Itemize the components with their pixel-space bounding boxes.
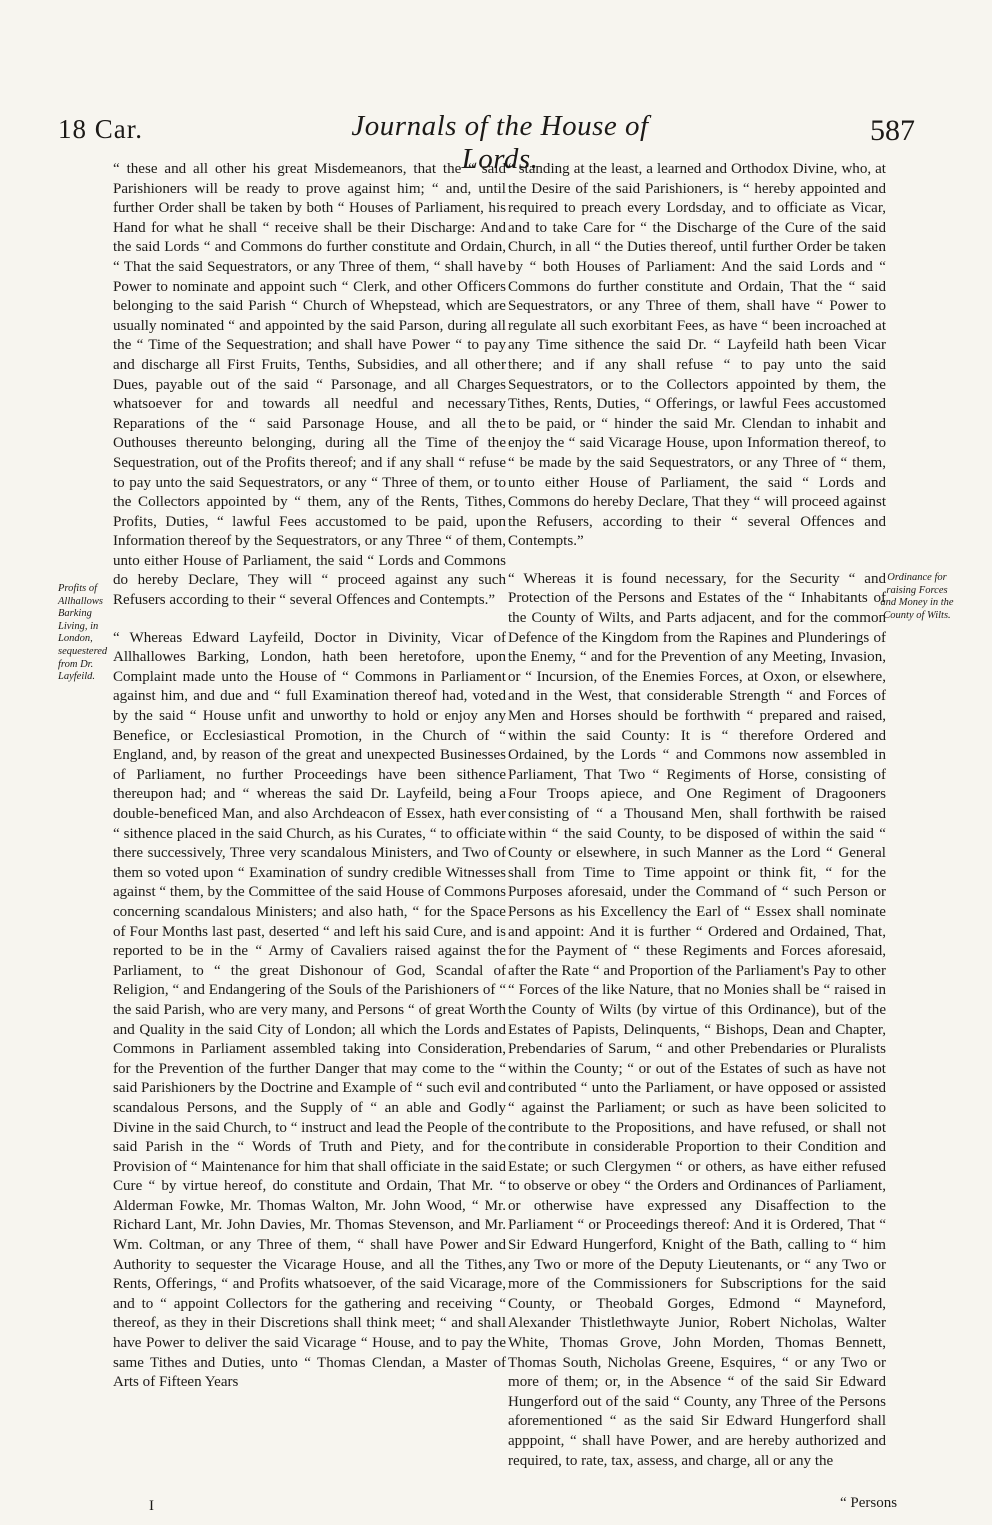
- running-head: [0, 110, 992, 175]
- left-paragraph-2: “ Whereas Edward Layfeild, Doctor in Divinity, Vicar of Allhallowes Barking, London, hath been heretofore, upon Complaint made unto the House of “ Commons in Parliament against him, and due and “ full Examination thereof had, voted by the said “ House unfit and unworthy to hold or enjoy any Benefice, or Ecclesiastical Promotion, in the Church of “ England, and, by reason of the great and unexpected Businesses of Parliament, no further Proceedings have been sithence thereupon had; and “ whereas the said Dr. Layfeild, being a double-beneficed Man, and also Archdeacon of Essex, hath ever “ sithence placed in the said Church, as his Curates, “ to officiate there successively, Three very scandalous Ministers, and Two of them so voted upon “ Examination of sundry credible Witnesses against “ them, by the Committee of the said House of Commons concerning scandalous Ministers; and also hath, “ for the Space of Four Months last past, deserted “ and left his said Cure, and is reported to be in the “ Army of Cavaliers raised against the Parliament, to “ the great Dishonour of God, Scandal of Religion, “ and Endangering of the Souls of the Parishioners of “ the said Parish, who are very many, and Persons “ of great Worth and Quality in the said City of London; all which the Lords and Commons in Parliament assembled taking into Consideration, for the Prevention of the further Danger that may come to the “ said Parishioners by the Doctrine and Example of “ such evil and scandalous Persons, and the Supply of “ an able and Godly Divine in the said Church, to “ instruct and lead the People of the said Parish in the “ Words of Truth and Piety, and for the Provision of “ Maintenance for him that shall officiate in the said Cure “ by virtue hereof, do constitute and Ordain, That Mr. “ Alderman Fowke, Mr. Thomas Walton, Mr. John Wood, “ Mr. Richard Lant, Mr. John Davies, Mr. Thomas Stevenson, and Mr. Wm. Coltman, or any Three of them, “ shall have Power and Authority to sequester the Vicarage House, and all the Tithes, Rents, Offerings, “ and Profits whatsoever, of the said Vicarage, and to “ appoint Collectors for the gathering and receiving “ thereof, as they in their Discretions shall think meet; “ and shall have Power to deliver the said Vicarage “ House, and to pay the same Tithes and Duties, unto “ Thomas Clendan, a Master of Arts of Fifteen Years: [113, 629, 506, 1391]
- journal-title: Journals of the House of Lords.: [351, 110, 649, 175]
- page-number: 587: [870, 114, 915, 147]
- catchword: “ Persons: [840, 1495, 898, 1511]
- margin-note-allhallows: Profits of Allhallows Barking Living, in London, sequestered from Dr. Layfeild.: [58, 583, 108, 683]
- paragraph-gap: [113, 611, 506, 629]
- left-paragraph-1: “ these and all other his great Misdemeanors, that the “ said Parishioners will be ready to prove against him; “ and, until further Order shall be taken by both “ Houses of Parliament, his Hand for what he shall “ receive shall be their Discharge: And the said Lords “ and Commons do further constitute and Ordain, “ That the said Sequestrators, or any Three of them, “ shall have Power to nominate and appoint such “ Clerk, and other Officers belonging to the said Parish “ Church of Whepstead, which are usually nominated “ and appointed by the said Parson, during all the “ Time of the Sequestration; and shall have Power “ to pay and discharge all First Fruits, Tenths, Subsidies, and all other Dues, payable out of the said “ Parsonage, and all Charges whatsoever for and towards all needful and necessary Reparations of the “ said Parsonage House, and all the Outhouses thereunto belonging, during all the Time of the Sequestration, out of the Profits thereof; and if any shall “ refuse to pay unto the said Sequestrators, or any “ Three of them, or to the Collectors appointed by “ them, any of the Rents, Tithes, Profits, Duties, “ lawful Fees accustomed to be paid, upon Information thereof by the Sequestrators, or any Three “ of them, unto either House of Parliament, the said “ Lords and Commons do hereby Declare, They will “ proceed against any such Refusers according to their “ several Offences and Contempts.”: [113, 161, 506, 609]
- right-column: [508, 160, 886, 1471]
- signature-mark: I: [149, 1498, 154, 1514]
- margin-note-wilts: Ordinance for raising Forces and Money in the County of Wilts.: [880, 572, 954, 621]
- right-paragraph-2: “ Whereas it is found necessary, for the Security “ and Protection of the Persons and Estates of the “ Inhabitants of the County of Wilts, and Parts adjacent, and for the common Defence of the Kingdom from the Rapines and Plunderings of the Enemy, “ and for the Prevention of any Meeting, Invasion, or “ Incursion, of the Enemies Forces, at Oxon, or elsewhere, and in the West, that considerable Strength “ and Forces of Men and Horses should be forthwith “ prepared and raised, within the said County: It is “ therefore Ordered and Ordained, by the Lords “ and Commons now assembled in Parliament, That Two “ Regiments of Horse, consisting of Four Troops apiece, and One Regiment of Dragooners consisting of “ a Thousand Men, shall forthwith be raised within “ the said County, to be disposed of within the said “ County or elsewhere, in such Manner as the Lord “ General shall from Time to Time appoint or think fit, “ for the Purposes aforesaid, under the Command of “ such Person or Persons as his Excellency the Earl of “ Essex shall nominate and appoint: And it is further “ Ordered and Ordained, That, for the Payment of “ these Regiments and Forces aforesaid, after the Rate “ and Proportion of the Parliament's Pay to other “ Forces of the like Nature, that no Monies shall be “ raised in the County of Wilts (by virtue of this Ordinance), but of the Estates of Papists, Delinquents, “ Bishops, Dean and Chapter, Prebendaries of Sarum, “ and other Prebendaries or Pluralists within the County; “ or out of the Estates of such as have not contributed “ unto the Parliament, or have opposed or assisted “ against the Parliament; or such as have been solicited to contribute to the Propositions, and have refused, or shall not contribute in considerable Proportion to their Condition and Estate; or such Clergymen “ or others, as have either refused to observe or obey “ the Orders and Ordinances of Parliament, or otherwise have expressed any Disaffection to the Parliament “ or Proceedings thereof: And it is Ordered, That “ Sir Edward Hungerford, Knight of the Bath, calling to “ him any Two or more of the Deputy Lieutenants, or “ any Two or more of the Commissioners for Subscriptions for the said County, or Theobald Gorges, Edmond “ Mayneford, Alexander Thistlethwayte Junior, Robert Nicholas, Walter White, Thomas Grove, John Morden, Thomas Bennett, Thomas South, Nicholas Greene, Esquires, “ or any Two or more of them; or, in the Absence “ of the said Sir Edward Hungerford out of the said “ County, any Three of the Persons aforementioned “ as the said Sir Edward Hungerford shall apppoint, “ shall have Power, and are hereby authorized and required, to rate, tax, assess, and charge, all or any the: [508, 570, 886, 1469]
- left-column: [113, 160, 506, 1393]
- right-paragraph-1: “ standing at the least, a learned and Orthodox Divine, who, at the Desire of the said Parishioners, is “ hereby appointed and required to preach every Lordsday, and to officiate as Vicar, and to take Care for “ the Discharge of the Cure of the said Church, in all “ the Duties thereof, until further Order be taken by “ both Houses of Parliament: And the said Lords and “ Commons do further constitute and Ordain, That the “ said Sequestrators, or any Three of them, shall have “ Power to regulate all such exorbitant Fees, as have “ been incroached at any Time sithence the said Dr. “ Layfeild hath been Vicar there; and if any shall refuse “ to pay unto the said Sequestrators, or to the Collectors appointed by them, the Tithes, Rents, Duties, “ Offerings, or lawful Fees accustomed to be paid, or “ hinder the said Mr. Clendan to inhabit and enjoy the “ said Vicarage House, upon Information thereof, to “ be made by the said Sequestrators, or any Three of “ them, unto either House of Parliament, the said “ Lords and Commons do hereby Declare, That they “ will proceed against the Refusers, according to their “ several Offences and Contempts.”: [508, 161, 886, 550]
- regnal-year: 18 Car.: [58, 114, 143, 144]
- paragraph-gap: [508, 552, 886, 570]
